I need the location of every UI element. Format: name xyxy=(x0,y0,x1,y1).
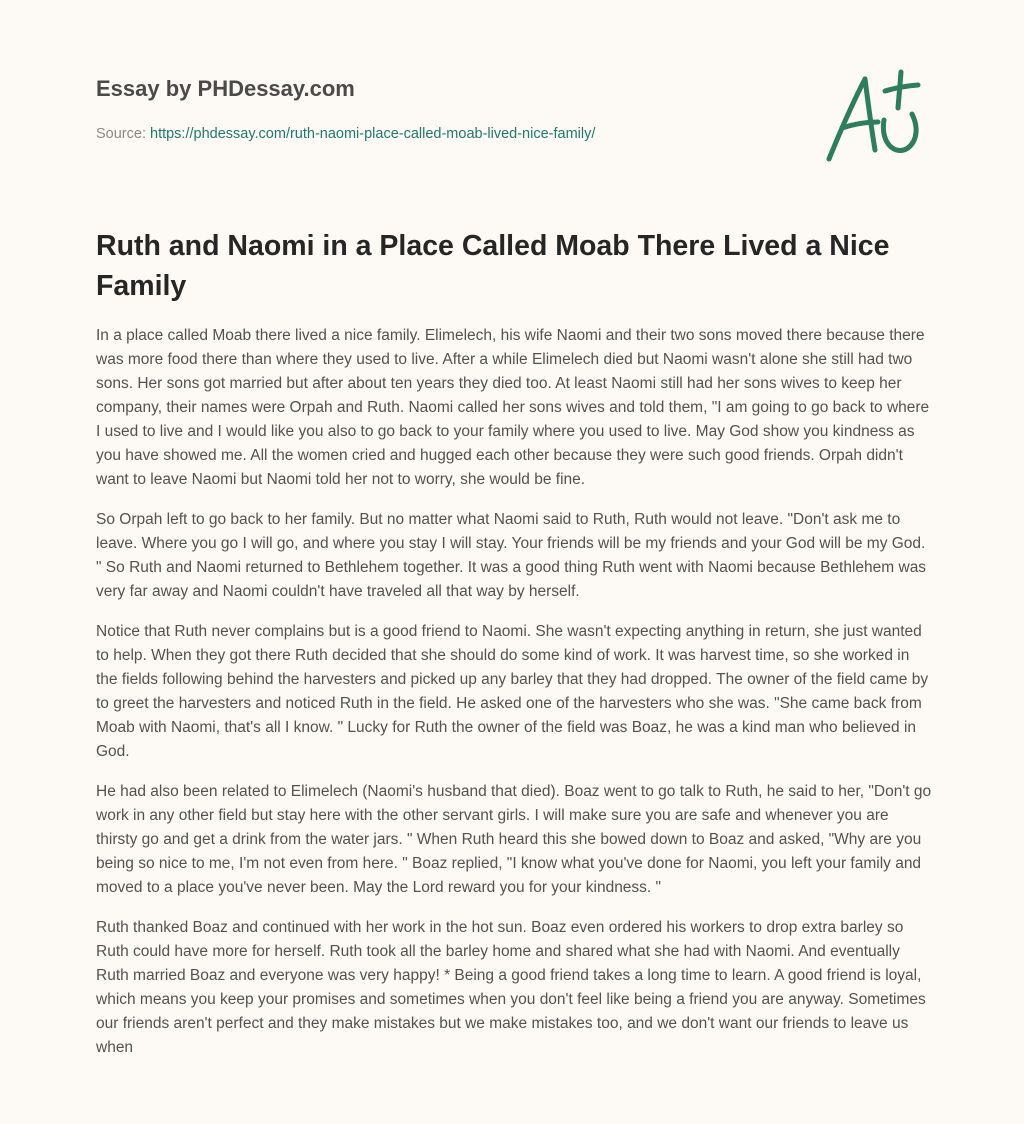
source-link[interactable]: https://phdessay.com/ruth-naomi-place-called-moab-lived-nice-family/ xyxy=(150,126,596,142)
essay-paragraph: In a place called Moab there lived a nice family. Elimelech, his wife Naomi and their two sons moved there because there was more food there than where they used to live. After a while Elimelech died but Naomi wasn't alone she still had two sons. Her sons got married but after about ten years they died too. At least Naomi still had her sons wives to keep her company, their names were Orpah and Ruth. Naomi called her sons wives and told them, "I am going to go back to where I used to live and I would like you also to go back to your family where you used to live. May God show you kindness as you have showed me. All the women cried and hugged each other because they were such good friends. Orpah didn't want to leave Naomi but Naomi told her not to worry, she would be fine. xyxy=(96,327,930,488)
essay-paragraph: He had also been related to Elimelech (Naomi's husband that died). Boaz went to go talk to Ruth, he said to her, "Don't go work in any other field but stay here with the other servant girls. I will make sure you are safe and whenever you are thirsty go and get a drink from the water jars. " When Ruth heard this she bowed down to Boaz and asked, "Why are you being so nice to me, I'm not even from here. " Boaz replied, "I know what you've done for Naomi, you left your family and moved to a place you've never been. May the Lord reward you for your kindness. " xyxy=(96,783,932,896)
essay-paragraph: So Orpah left to go back to her family. But no matter what Naomi said to Ruth, Ruth would not leave. "Don't ask me to leave. Where you go I will go, and where you stay I will stay. Your friends will be my friends and your God will be my God. " So Ruth and Naomi returned to Bethlehem together. It was a good thing Ruth went with Naomi because Bethlehem was very far away and Naomi couldn't have traveled all that way by herself. xyxy=(96,511,927,600)
source-line xyxy=(96,124,796,144)
essay-body xyxy=(96,324,932,1076)
essay-paragraph: Notice that Ruth never complains but is a good friend to Naomi. She wasn't expecting anything in return, she just wanted to help. When they got there Ruth decided that she should do some kind of work. It was harvest time, so she worked in the fields following behind the harvesters and picked up any barley that they had dropped. The owner of the field came by to greet the harvesters and noticed Ruth in the field. He asked one of the harvesters who she was. "She came back from Moab with Naomi, that's all I know. " Lucky for Ruth the owner of the field was Boaz, he was a kind man who believed in God. xyxy=(96,623,929,760)
site-brand: Essay by PHDessay.com xyxy=(96,76,355,101)
essay-title: Ruth and Naomi in a Place Called Moab There Lived a Nice Family xyxy=(96,230,890,302)
page-header xyxy=(96,74,796,144)
a-plus-grade-icon xyxy=(818,64,930,168)
essay-paragraph: Ruth thanked Boaz and continued with her work in the hot sun. Boaz even ordered his workers to drop extra barley so Ruth could have more for herself. Ruth took all the barley home and shared what she had with Naomi. And eventually Ruth married Boaz and everyone was very happy! * Being a good friend takes a long time to learn. A good friend is loyal, which means you keep your promises and sometimes when you don't feel like being a friend you are anyway. Sometimes our friends aren't perfect and they make mistakes but we make mistakes too, and we don't want our friends to leave us when xyxy=(96,919,926,1056)
source-label: Source: xyxy=(96,126,150,142)
